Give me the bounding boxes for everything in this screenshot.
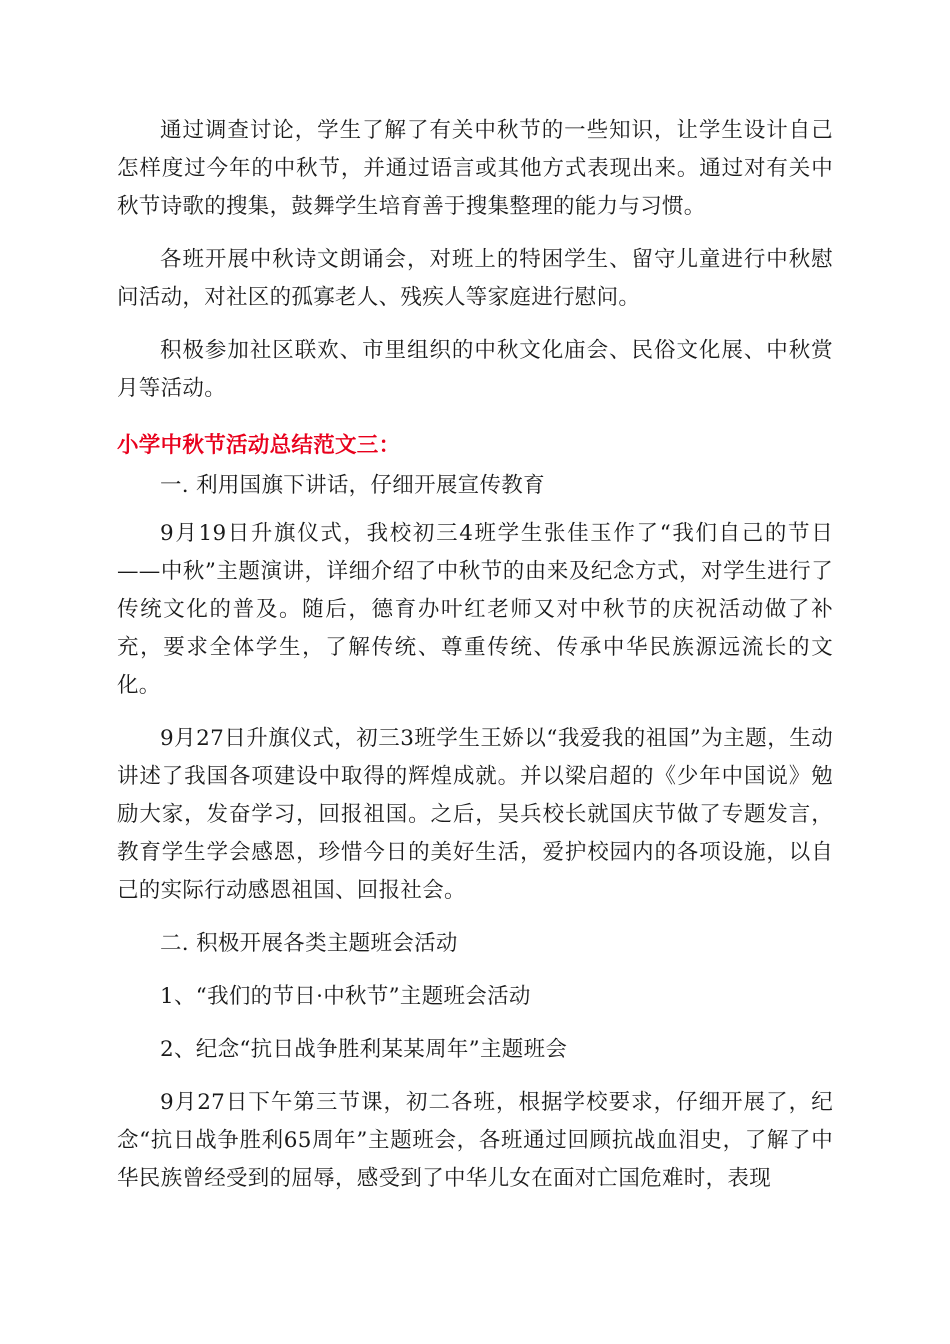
paragraph-sept-27-ceremony: 9月27日升旗仪式，初三3班学生王娇以“我爱我的祖国”为主题，生动讲述了我国各项建设中取得的辉煌成就。并以梁启超的《少年中国说》勉励大家，发奋学习，回报祖国。之后，吴兵校长就国庆节做了专题发言，教育学生学会感恩，珍惜今日的美好生活，爱护校园内的各项设施，以自己的实际行动感恩祖国、回报社会。 bbox=[117, 726, 833, 903]
document-body bbox=[117, 112, 833, 1198]
list-item-mid-autumn-meeting: 1、“我们的节日·中秋节”主题班会活动 bbox=[160, 984, 531, 1009]
paragraph-community-events: 积极参加社区联欢、市里组织的中秋文化庙会、民俗文化展、中秋赏月等活动。 bbox=[117, 338, 833, 401]
paragraph-survey-discussion: 通过调查讨论，学生了解了有关中秋节的一些知识，让学生设计自己怎样度过今年的中秋节，并通过语言或其他方式表现出来。通过对有关中秋节诗歌的搜集，鼓舞学生培育善于搜集整理的能力与习惯。 bbox=[117, 118, 833, 219]
paragraph-sept-27-afternoon: 9月27日下午第三节课，初二各班，根据学校要求，仔细开展了，纪念“抗日战争胜利65周年”主题班会，各班通过回顾抗战血泪史，了解了中华民族曾经受到的屈辱，感受到了中华儿女在面对亡国危难时，表现 bbox=[117, 1090, 833, 1191]
subheading-class-meetings: 二. 积极开展各类主题班会活动 bbox=[160, 931, 458, 956]
paragraph-sept-19-ceremony: 9月19日升旗仪式，我校初三4班学生张佳玉作了“我们自己的节日——中秋”主题演讲，详细介绍了中秋节的由来及纪念方式，对学生进行了传统文化的普及。随后，德育办叶红老师又对中秋节的庆祝活动做了补充，要求全体学生，了解传统、尊重传统、传承中华民族源远流长的文化。 bbox=[117, 521, 833, 698]
paragraph-poetry-recital: 各班开展中秋诗文朗诵会，对班上的特困学生、留守儿童进行中秋慰问活动，对社区的孤寡老人、残疾人等家庭进行慰问。 bbox=[117, 247, 833, 310]
subheading-flag-speech: 一. 利用国旗下讲话，仔细开展宣传教育 bbox=[160, 473, 545, 498]
section-heading: 小学中秋节活动总结范文三： bbox=[117, 433, 401, 458]
list-item-anniversary-meeting: 2、纪念“抗日战争胜利某某周年”主题班会 bbox=[160, 1037, 568, 1062]
